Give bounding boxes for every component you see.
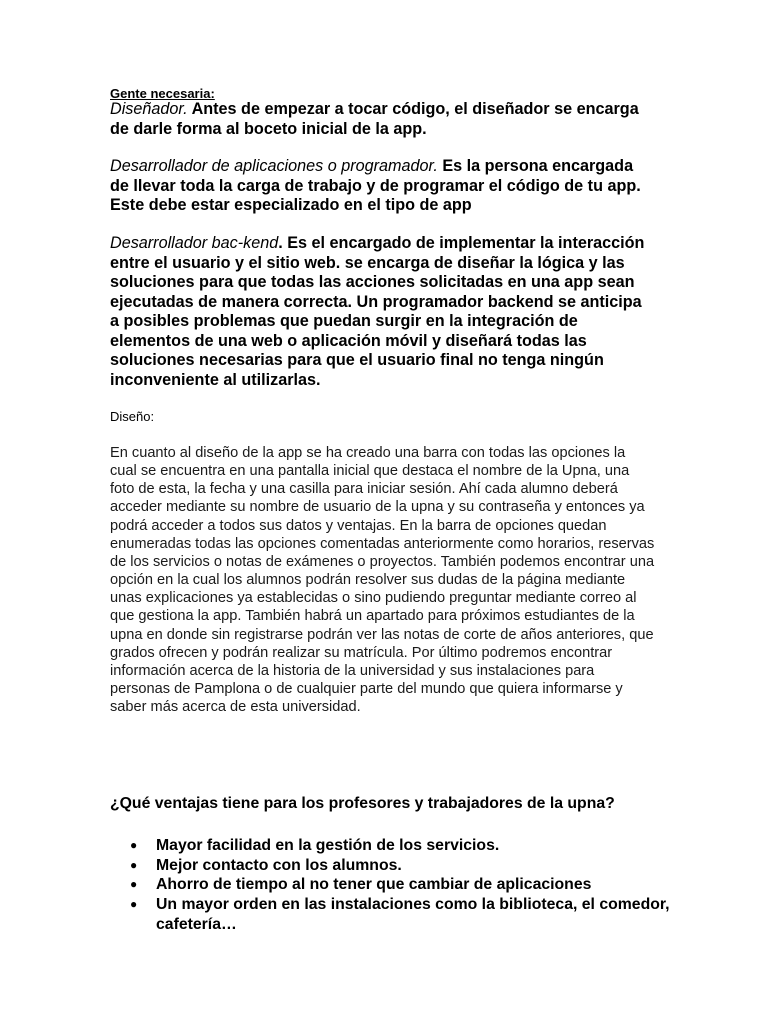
bullet-icon: ●: [130, 857, 138, 872]
list-item: [110, 875, 670, 895]
list-item: [110, 856, 670, 876]
section-label-design: Diseño:: [110, 409, 155, 424]
role-paragraph-backend: [110, 234, 655, 390]
role-text-developer: Es la persona encargada de llevar toda la carga de trabajo y de programar el código de tu app. Este debe estar especializado en el tipo de app: [110, 157, 641, 214]
list-item-text: Mejor contacto con los alumnos.: [156, 856, 402, 874]
list-item-text: Ahorro de tiempo al no tener que cambiar de aplicaciones: [156, 876, 592, 894]
role-title-designer: Diseñador.: [110, 100, 188, 118]
list-item-text: Mayor facilidad en la gestión de los servicios.: [156, 837, 500, 854]
design-paragraph: En cuanto al diseño de la app se ha creado una barra con todas las opciones la cual se encuentra en una pantalla inicial que destaca el nombre de la Upna, una foto de esta, la fecha y una casilla para iniciar sesión. Ahí cada alumno deberá acceder mediante su nombre de usuario de la upna y su contraseña y entonces ya podrá acceder a todos sus datos y ventajas. En la barra de opciones quedan enumeradas todas las opciones comentadas anteriormente como horarios, reservas de los servicios o notas de exámenes o proyectos. También podemos encontrar una opción en la cual los alumnos podrán resolver sus dudas de la página mediante unas explicaciones ya establecidas o sino pudiendo preguntar mediante correo al que gestiona la app. También habrá un apartado para próximos estudiantes de la upna en donde sin registrarse podrán ver las notas de corte de años anteriores, que grados ofrecen y podrán realizar su matrícula. Por último podremos encontrar información acerca de la historia de la universidad y sus instalaciones para personas de Pamplona o de cualquier parte del mundo que quiera informarse y saber más acerca de esta universidad.: [110, 445, 655, 716]
bullet-icon: ●: [130, 897, 138, 912]
role-paragraph-designer: [110, 100, 655, 139]
advantages-question: ¿Qué ventajas tiene para los profesores y trabajadores de la upna?: [110, 795, 615, 812]
role-title-backend: Desarrollador bac-kend: [110, 234, 279, 252]
section-heading-people: Gente necesaria:: [110, 86, 215, 101]
bullet-icon: ●: [130, 877, 138, 892]
role-paragraph-developer: [110, 157, 655, 216]
bullet-icon: ●: [130, 838, 138, 852]
role-title-developer: Desarrollador de aplicaciones o programador.: [110, 157, 438, 175]
list-item-text: Un mayor orden en las instalaciones como la biblioteca, el comedor, cafetería…: [156, 896, 670, 933]
role-text-backend: . Es el encargado de implementar la interacción entre el usuario y el sitio web. se encarga de diseñar la lógica y las soluciones para que todas las acciones solicitadas en una app sean ejecutadas de manera correcta. Un programador backend se anticipa a posibles problemas que puedan surgir en la integración de elementos de una web o aplicación móvil y diseñará todas las soluciones necesarias para que el usuario final no tenga ningún inconveniente al utilizarlas.: [110, 234, 645, 389]
role-text-designer: Antes de empezar a tocar código, el diseñador se encarga de darle forma al boceto inicial de la app.: [110, 100, 639, 138]
advantages-list: [110, 836, 670, 935]
list-item: [110, 895, 670, 934]
list-item: [110, 836, 670, 856]
